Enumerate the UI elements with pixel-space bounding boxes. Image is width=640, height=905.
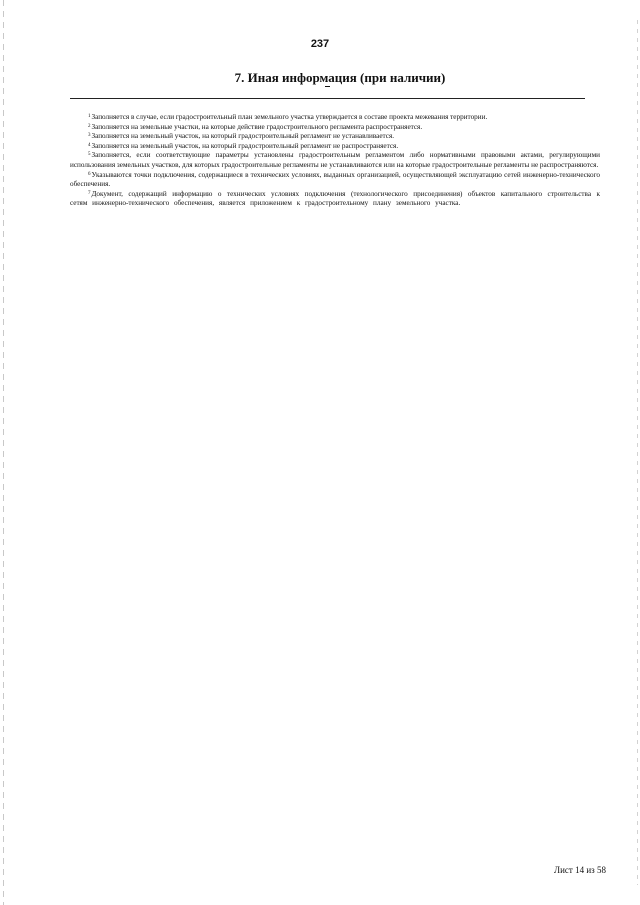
footnote-4 [70,142,600,152]
footnote-text: Заполняется, если соответствующие параметры установлены градостроительным регламентом либо нормативными правовыми актами, регулирующими использования земельных участков, для которых градостроительные регламенты не устанавливаются или на которые градостроительные регламенты не распространяются. [70,151,600,169]
footnotes [70,113,600,209]
heading-dash [325,86,330,87]
footnote-mark: 3 [88,133,91,139]
footnote-6 [70,171,600,190]
scan-edge-right [637,20,638,885]
footnote-1 [70,113,600,123]
footnote-7 [70,190,600,209]
section-heading: 7. Иная информация (при наличии) [234,70,446,85]
footnote-3 [70,132,600,142]
footnote-mark: 7 [88,190,91,196]
scan-edge-left [3,0,4,905]
footnote-text: Указываются точки подключения, содержащиеся в технических условиях, выданных организацией, осуществляющей эксплуатацию сетей инженерно-технического обеспечения. [70,170,600,189]
footnote-mark: 6 [88,171,91,177]
footnote-mark: 2 [88,123,91,129]
sheet-counter: Лист 14 из 58 [554,865,606,875]
footnote-2 [70,123,600,133]
footnote-5 [70,151,600,170]
separator-rule [70,98,585,99]
footnote-text: Заполняется на земельные участки, на которые действие градостроительного регламента распространяется. [91,122,423,131]
footnote-mark: 1 [88,114,91,119]
footnote-text: Заполняется на земельный участок, на который градостроительный регламент не устанавливается. [91,132,395,141]
footnote-mark: 5 [88,152,91,158]
footnote-text: Документ, содержащий информацию о технических условиях подключения (технологического присоединения) объектов капитального строительства к сетям инженерно-технического обеспечения, является приложением к градостроительному плану земельного участка. [70,189,600,208]
footnote-mark: 4 [88,142,91,148]
footnote-text: Заполняется в случае, если градостроительный план земельного участка утверждается в составе проекта межевания территории. [91,113,488,121]
page-number: 237 [310,38,330,50]
footnote-text: Заполняется на земельный участок, на который градостроительный регламент не распространяется. [91,141,399,150]
